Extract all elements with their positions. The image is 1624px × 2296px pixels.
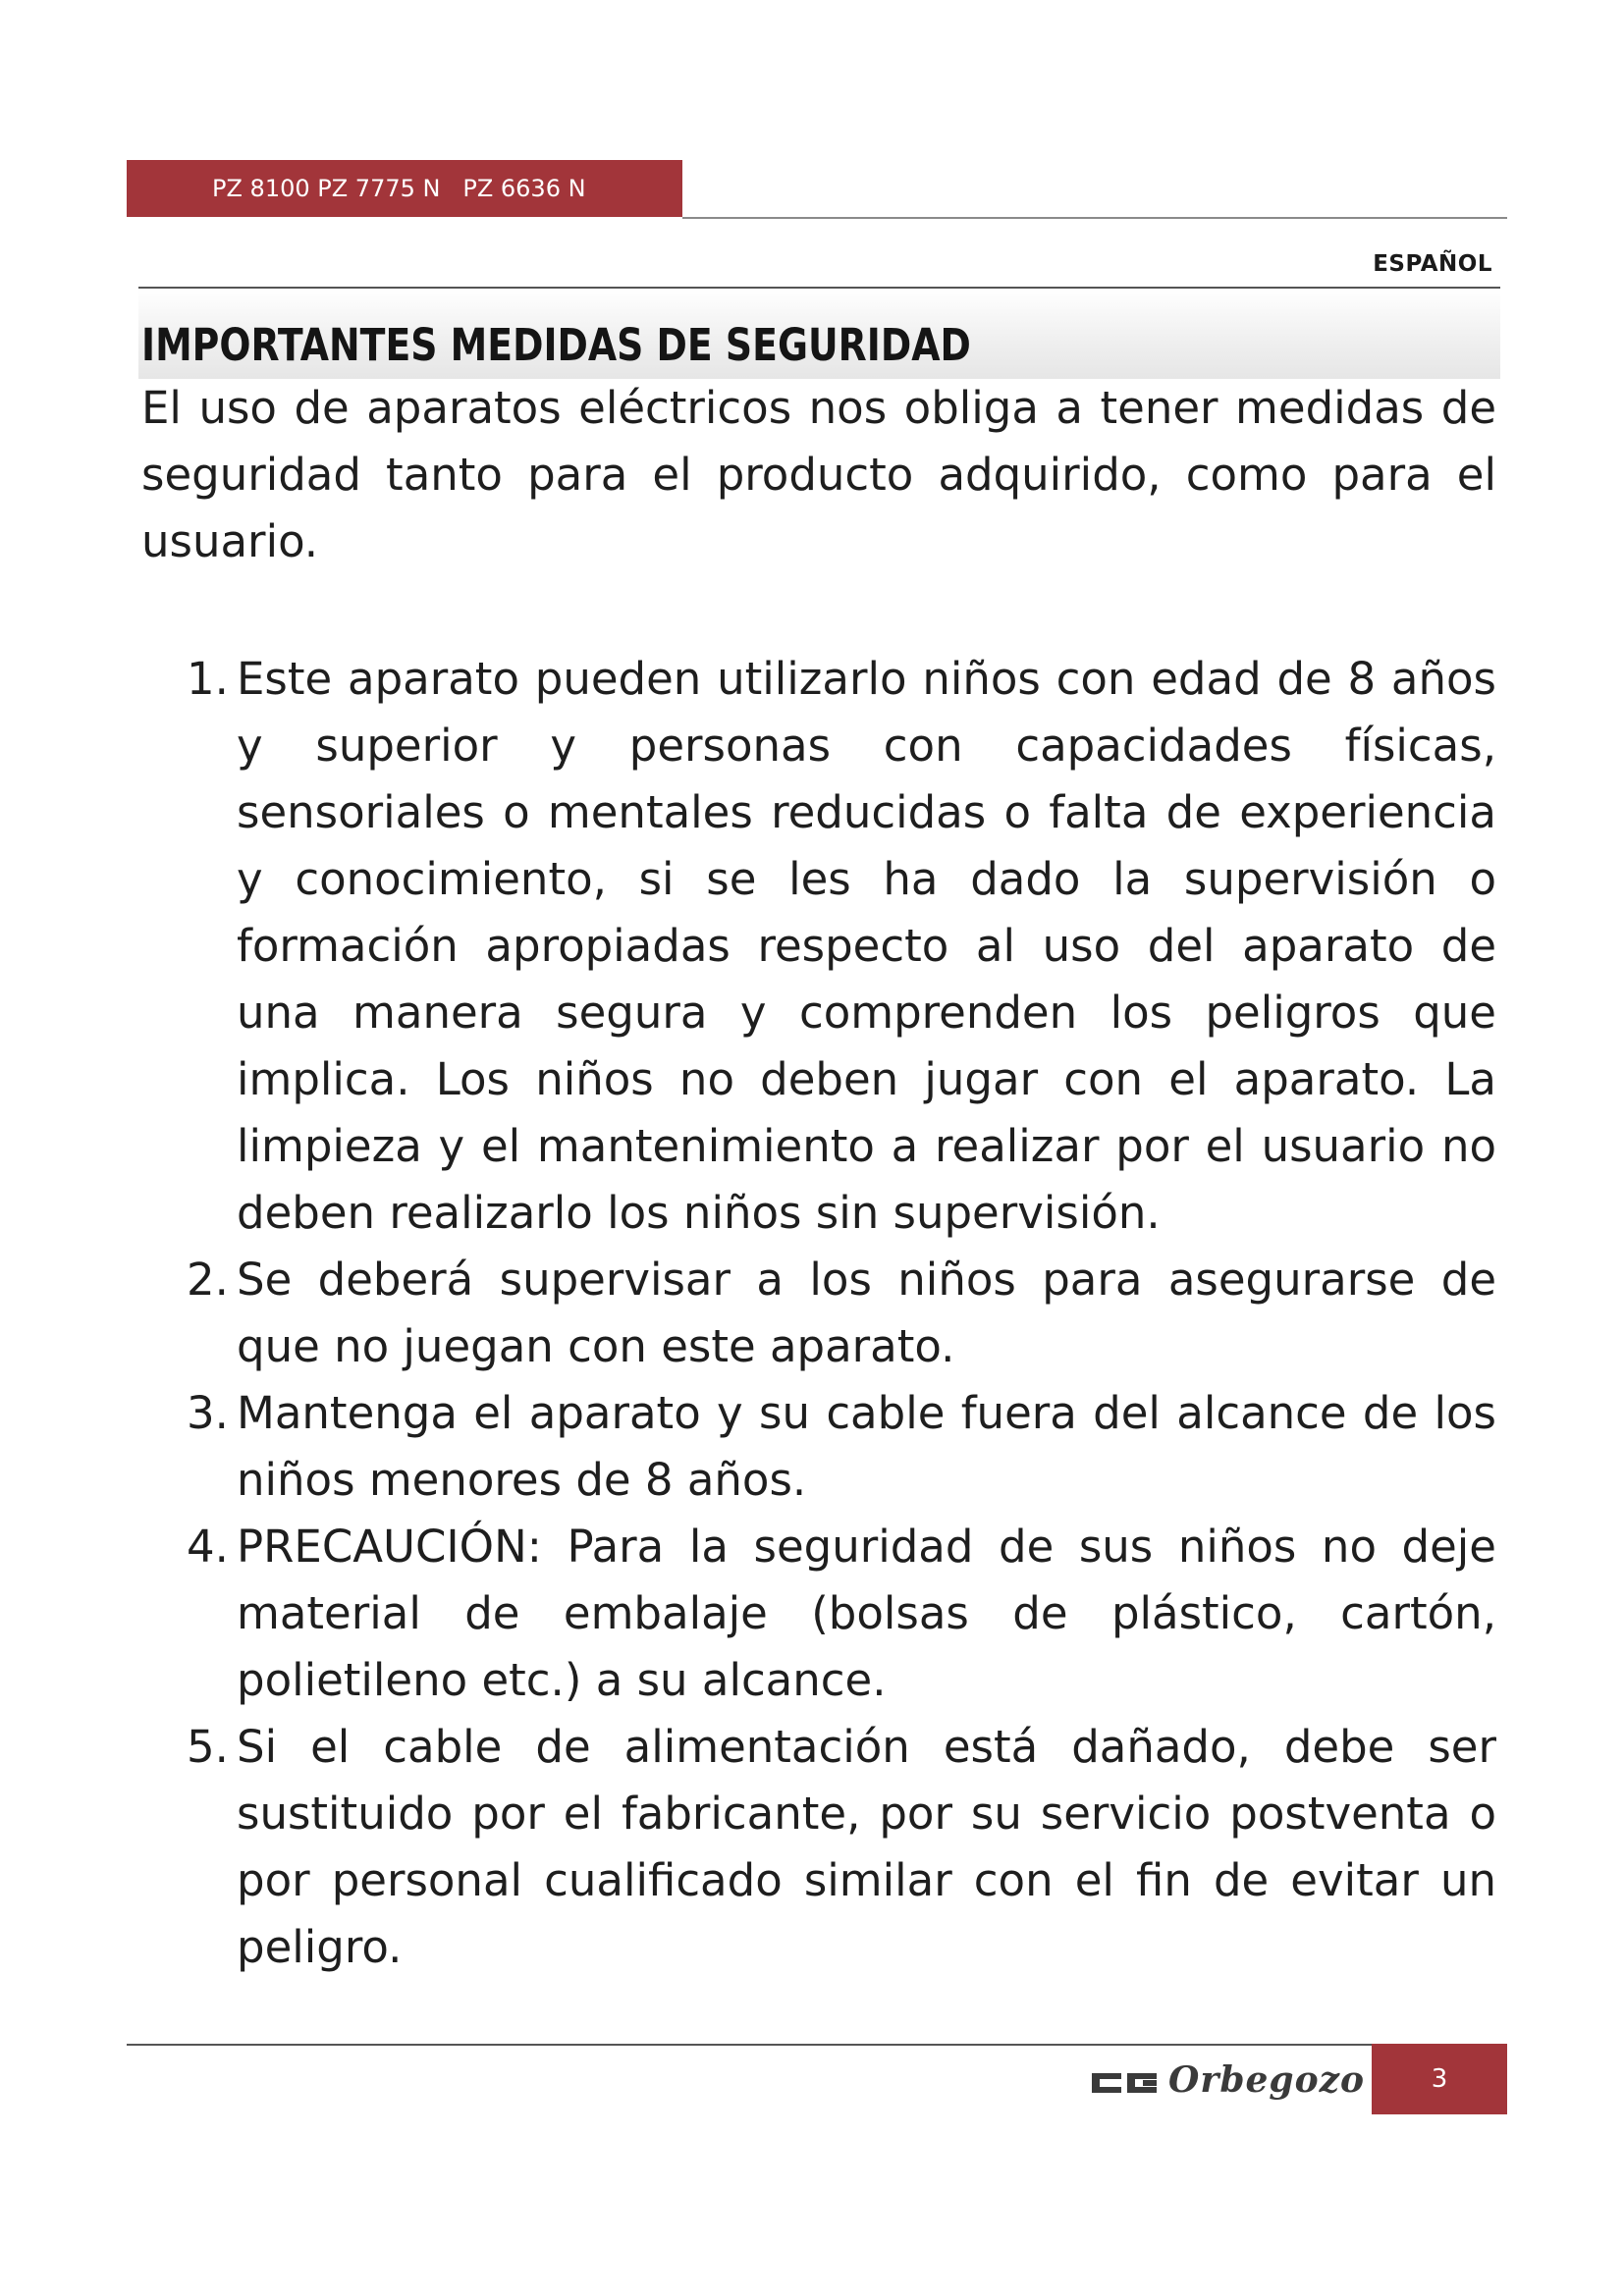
section-title: IMPORTANTES MEDIDAS DE SEGURIDAD	[141, 319, 971, 371]
list-item	[187, 1247, 1496, 1380]
list-item-number: 2.	[187, 1254, 229, 1306]
safety-list	[187, 646, 1496, 1981]
footer-divider	[127, 2044, 1372, 2046]
list-item-text: Si el cable de alimentación está dañado, debe ser sustituido por el fabricante, por su servicio postventa o por personal cualificado similar con el fin de evitar un peligro.	[237, 1721, 1496, 1973]
list-item-number: 1.	[187, 653, 229, 705]
list-item-text: Se deberá supervisar a los niños para asegurarse de que no juegan con este aparato.	[237, 1254, 1496, 1372]
list-item-number: 4.	[187, 1521, 229, 1573]
header-divider	[682, 217, 1507, 219]
list-item-number: 3.	[187, 1387, 229, 1439]
list-item	[187, 1714, 1496, 1981]
list-item-text: Mantenga el aparato y su cable fuera del alcance de los niños menores de 8 años.	[237, 1387, 1496, 1506]
list-item	[187, 1380, 1496, 1514]
page-number-box	[1372, 2044, 1507, 2114]
header-models-text: PZ 8100 PZ 7775 N PZ 6636 N	[212, 175, 586, 202]
list-item	[187, 646, 1496, 1247]
brand-name: Orbegozo	[1168, 2059, 1366, 2101]
list-item	[187, 1514, 1496, 1714]
list-item-text: Este aparato pueden utilizarlo niños con edad de 8 años y superior y personas con capacidades físicas, sensoriales o mentales reducidas o falta de experiencia y conocimiento, si se les ha dado la supervisión o formación apropiadas respecto al uso del aparato de una manera segura y comprenden los peligros que implica. Los niños no deben jugar con el aparato. La limpieza y el mantenimiento a realizar por el usuario no deben realizarlo los niños sin supervisión.	[237, 653, 1496, 1239]
intro-paragraph: El uso de aparatos eléctricos nos obliga a tener medidas de seguridad tanto para el producto adquirido, como para el usuario.	[141, 382, 1496, 567]
list-item-number: 5.	[187, 1721, 229, 1773]
page-number: 3	[1431, 2064, 1448, 2094]
list-item-text: PRECAUCIÓN: Para la seguridad de sus niños no deje material de embalaje (bolsas de plástico, cartón, polietileno etc.) a su alcance.	[237, 1521, 1496, 1706]
language-label: ESPAÑOL	[1373, 251, 1492, 277]
header-models-bar	[127, 160, 682, 217]
